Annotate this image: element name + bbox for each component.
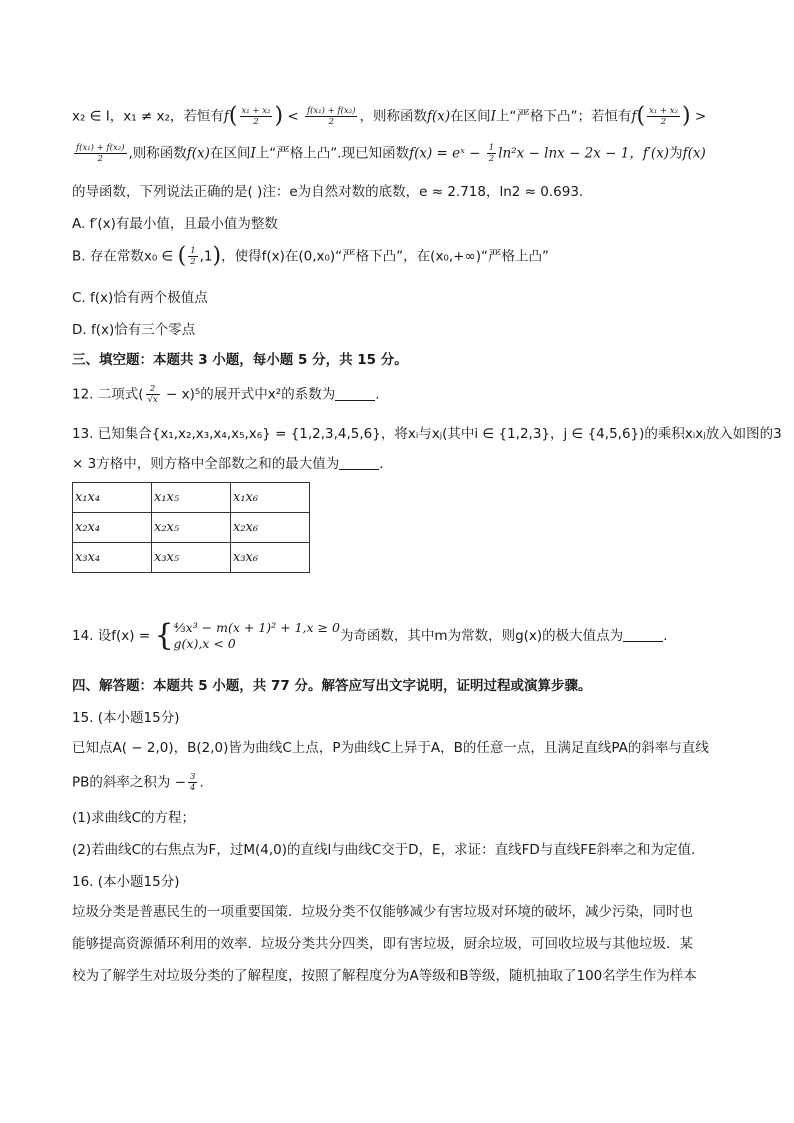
q11-line-3: 的导函数，下列说法正确的是( )注：e为自然对数的底数，e ≈ 2.718，ln2 ≈ 0.693.	[72, 184, 584, 200]
frac-mean-x-2: $\frac{\text{x₁ + x₂}}{2}$	[649, 106, 678, 127]
option-b: B. 存在常数x₀ ∈ ( $\frac{1}{2}$ ,1)，使得f(x)在(0,x₀)“严格下凸”，在(x₀,+∞)“严格上凸”	[72, 243, 549, 269]
answer-blank[interactable]	[623, 627, 663, 642]
question-16-line-2: 能够提高资源循环利用的效率．垃圾分类共分四类，即有害垃圾，厨余垃圾，可回收垃圾与其他垃圾．某	[72, 936, 693, 952]
q11-line-2: $\frac{\text{f(x₁) + f(x₂)}}{2}$ ,则称函数f(x)在区间I上“严格上凸”.现已知函数f(x) = eˣ − $\frac{1}{2}$ ln²x − lnx − 2x − 1，f′(x)为f(x)	[76, 143, 706, 164]
frac-mean-f-2: $\frac{\text{f(x₁) + f(x₂)}}{2}$	[76, 143, 125, 164]
section-3-heading: 三、填空题：本题共 3 小题，每小题 5 分，共 15 分。	[72, 352, 408, 368]
grid-cell: x₂x₆	[231, 513, 310, 543]
grid-cell: x₂x₄	[73, 513, 152, 543]
question-12: 12. 二项式( $\frac{2}{√x}$ − x)⁵的展开式中x²的系数为 .	[72, 384, 380, 405]
q11-text: x₂ ∈ I，x₁ ≠ x₂，若恒有	[72, 108, 224, 125]
piecewise-cases: ⁴⁄₃x³ − m(x + 1)² + 1,x ≥ 0 g(x),x < 0	[173, 620, 340, 651]
grid-cell: x₃x₄	[73, 543, 152, 573]
grid-cell: x₁x₅	[152, 483, 231, 513]
answer-blank[interactable]	[335, 386, 375, 401]
option-c: C. f(x)恰有两个极值点	[72, 290, 208, 306]
grid-row	[73, 543, 310, 573]
question-15-part-1: (1)求曲线C的方程；	[72, 810, 196, 826]
section-4-heading: 四、解答题：本题共 5 小题，共 77 分。解答应写出文字说明，证明过程或演算步骤。	[72, 678, 592, 694]
question-14: 14. 设f(x) = { ⁴⁄₃x³ − m(x + 1)² + 1,x ≥ 0 g(x),x < 0 为奇函数，其中m为常数，则g(x)的极大值点为 .	[72, 618, 668, 653]
grid-cell: x₁x₄	[73, 483, 152, 513]
question-15-title: 15. (本小题15分)	[72, 710, 180, 726]
less-than: <	[287, 108, 299, 125]
question-15-part-2: (2)若曲线C的右焦点为F，过M(4,0)的直线l与曲线C交于D，E，求证：直线FD与直线FE斜率之和为定值.	[72, 842, 696, 858]
frac-q15: $\frac{3}{4}$	[190, 772, 196, 793]
grid-row	[73, 483, 310, 513]
grid-cell: x₂x₅	[152, 513, 231, 543]
frac-option-b: $\frac{1}{2}$	[190, 246, 196, 267]
option-a: A. f′(x)有最小值，且最小值为整数	[72, 216, 278, 232]
grid-row	[73, 513, 310, 543]
question-16-line-1: 垃圾分类是普惠民生的一项重要国策．垃圾分类不仅能够减少有害垃圾对环境的破坏，减少污染，同时也	[72, 904, 693, 920]
question-15-line-1: 已知点A( − 2,0)，B(2,0)皆为曲线C上点，P为曲线C上异于A，B的任意一点，且满足直线PA的斜率与直线	[72, 740, 709, 756]
option-d: D. f(x)恰有三个零点	[72, 322, 196, 338]
frac-q12: $\frac{2}{√x}$	[147, 384, 158, 405]
question-15-line-2: PB的斜率之积为 − $\frac{3}{4}$ .	[72, 772, 204, 793]
grid-cell: x₃x₅	[152, 543, 231, 573]
question-16-line-3: 校为了解学生对垃圾分类的了解程度，按照了解程度分为A等级和B等级，随机抽取了100名学生作为样本	[72, 968, 697, 984]
frac-mean-x: $\frac{\text{x₁ + x₂}}{2}$	[241, 106, 271, 127]
question-13-line-1: 13. 已知集合{x₁,x₂,x₃,x₄,x₅,x₆} = {1,2,3,4,5,6}，将xᵢ与xⱼ(其中i ∈ {1,2,3}，j ∈ {4,5,6})的乘积xᵢxⱼ放入如图的3	[72, 426, 782, 442]
f-symbol: f	[223, 108, 229, 125]
frac-mean-f: $\frac{\text{f(x₁) + f(x₂)}}{2}$	[306, 106, 356, 127]
function-definition: f(x) = eˣ −	[409, 145, 485, 162]
grid-cell: x₃x₆	[231, 543, 310, 573]
frac-half: $\frac{1}{2}$	[488, 143, 495, 164]
q11-line-1: x₂ ∈ I，x₁ ≠ x₂，若恒有f( $\frac{\text{x₁ + x₂}}{2}$ ) < $\frac{\text{f(x₁) + f(x₂)}}{2}$ ，则称函数f(x)在区间I上“严格下凸”；若恒有f( $\frac{\text{x₁ + x₂}}{2}$ ) >	[72, 103, 707, 129]
answer-blank[interactable]	[339, 455, 379, 470]
question-13-line-2: × 3方格中，则方格中全部数之和的最大值为 .	[72, 456, 384, 472]
grid-cell: x₁x₆	[231, 483, 310, 513]
question-16-title: 16. (本小题15分)	[72, 874, 180, 890]
product-grid	[72, 482, 310, 573]
